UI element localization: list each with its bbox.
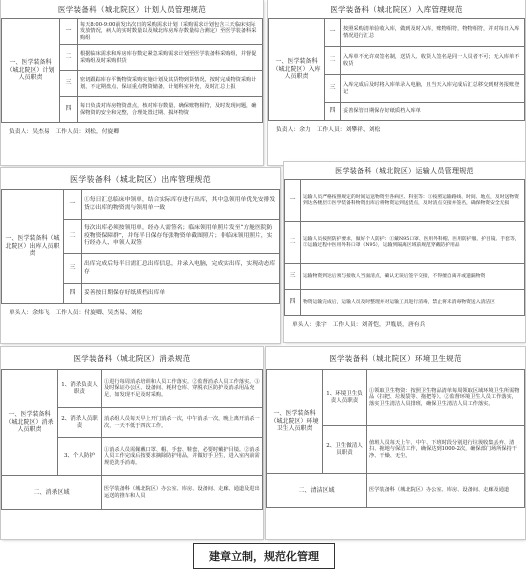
hygiene-document bbox=[266, 347, 525, 539]
outbound-signature: 单头人：余炜飞 工作人员：付旋卿、吴杰易、刘松 bbox=[9, 310, 143, 316]
row-text: ①每日汇总临床申领单，结合实际库存进行出库，其中急领用单优先安排发货②出库的物资需与领用单一致 bbox=[82, 190, 280, 220]
row-text: 消杀组人员每天早上开门消杀一次，中午消杀一次，晚上离开消杀一次，一天不低于四次工作。 bbox=[102, 408, 263, 438]
row-number: 四 bbox=[64, 284, 82, 304]
plan-doc-title: 医学装备科（城北院区）计划人员管理规范 bbox=[57, 5, 207, 14]
disinfection-area-label: 二、消杀区域 bbox=[2, 476, 102, 510]
row-text: 出库完成后每半日需汇总出库信息，并录入电脑，完成实出库，实现动态库存 bbox=[82, 254, 280, 284]
row-text: 根据临床需求和库房库存数定紧急采购需求计划至医学装备科采购组，并督促采购组及时采购供货 bbox=[78, 45, 263, 71]
row-number: 2、卫生做清人员职责 bbox=[323, 426, 367, 474]
table-row bbox=[267, 370, 525, 426]
hygiene-area-text: 医学装备科（城北院区）办公室、库房、设备间、走廊及通道 bbox=[367, 474, 525, 508]
inbound-doc-title: 医学装备科（城北院区）入库管理规范 bbox=[330, 5, 463, 14]
row-text: 每天8:00-9:00前发出次日的采购需求计划（采购需求计划包含三天临床实际发放情况，病人的实时数量以及城北库房库存数量综合测定）至医学装备科采购组 bbox=[78, 19, 263, 45]
caption-box: 建章立制，规范化管理 bbox=[193, 543, 335, 569]
row-number: 一 bbox=[60, 19, 78, 45]
hygiene-section-label: 一、医学装备科（城北院区）环境卫生人员职责 bbox=[267, 370, 323, 474]
outbound-table bbox=[1, 189, 280, 304]
hygiene-table bbox=[266, 369, 525, 508]
table-row bbox=[267, 474, 525, 508]
row-number: 二 bbox=[64, 220, 82, 254]
row-text: 值班人员每天上午、中午、下班时段分别进行垃圾收集丢弃、清扫、拖地与保洁工作，确保达到1000-2次，确保部门场所保持干净、干燥、无尘。 bbox=[367, 426, 525, 474]
row-number: 2、消杀人员职责 bbox=[58, 408, 102, 438]
table-row bbox=[285, 290, 525, 316]
inbound-table bbox=[268, 18, 525, 121]
table-row bbox=[285, 180, 525, 222]
transport-signature: 单头人：张宇 工作人员：刘菁恺，尹胤晨，唐有兵 bbox=[292, 322, 426, 328]
transport-management-document bbox=[284, 162, 525, 342]
row-text: ①消杀人员需佩戴口罩、帽、手套、鞋套，必要时戴护目镜。②消杀人员工作完成后按要求摘除防护用品，并做好手卫生，进入室内前需规范洗手消毒。 bbox=[102, 438, 263, 476]
row-number: 二 bbox=[285, 222, 301, 264]
inbound-management-document bbox=[268, 0, 525, 165]
row-number: 四 bbox=[60, 97, 78, 123]
row-number: 三 bbox=[60, 71, 78, 97]
row-text: 密切跟踪库存平衡物资采购实施计划及其货物到货情况，按时完成物资采购计划，不定期盘点，保证重点物资储备，计划科室补充，及时汇总上报 bbox=[78, 71, 263, 97]
row-number: 二 bbox=[325, 47, 341, 75]
table-row bbox=[285, 222, 525, 264]
row-text: 运输人员严格按照规定的时间运送物资至各病区、科室等：①按照运输路线、时间、地点，及时送物资到达各楼层②医学装备科物资出库后将物资运到送货点，及时清点交接并签名，确保物资安全无损 bbox=[301, 180, 525, 222]
inbound-signature: 负责人：余力 工作人员：刘攀祥、刘松 bbox=[276, 127, 381, 133]
row-number: 一 bbox=[285, 180, 301, 222]
row-text: 入库单不允许双签名制，送货人、收货人签名是同一人员者不可；无入库单不收货 bbox=[341, 47, 525, 75]
row-number: 1、消杀负责人职责 bbox=[58, 370, 102, 408]
row-text: 妥善保管日期保存好纸质档入库单 bbox=[341, 103, 525, 121]
table-row bbox=[2, 190, 280, 220]
disinfection-document bbox=[1, 347, 263, 539]
transport-table bbox=[284, 179, 525, 316]
outbound-management-document bbox=[1, 168, 280, 343]
table-row bbox=[2, 370, 263, 408]
row-text: 运输人员按照防护要求，做好个人防护：①戴N95口罩、医用外科帽、医用防护服、护目镜、手套等，②运输过程中医用外科口罩（N95），运输到隔离区域前规范穿戴防护用品 bbox=[301, 222, 525, 264]
table-row bbox=[2, 476, 263, 510]
plan-section-label: 一、医学装备科（城北院区）计划人员职责 bbox=[2, 19, 60, 123]
hygiene-doc-title: 医学装备科（城北院区）环境卫生规范 bbox=[329, 354, 462, 363]
row-number: 3、个人防护 bbox=[58, 438, 102, 476]
disinfection-doc-title: 医学装备科（城北院区）消杀规范 bbox=[73, 354, 191, 363]
row-number: 四 bbox=[325, 103, 341, 121]
plan-table bbox=[1, 18, 263, 123]
hygiene-area-label: 二、清洁区域 bbox=[267, 474, 367, 508]
row-number: 三 bbox=[325, 75, 341, 103]
transport-doc-title: 医学装备科（城北院区）运输人员管理规范 bbox=[335, 167, 474, 175]
row-text: ①进行每周消杀培训和人员工作落实。②监督消杀人员工作落实。③及时保证办公区、设备间、耗材仓库、穿脱衣区防护及消杀用品充足，如发现不足及时采购。 bbox=[102, 370, 263, 408]
inbound-section-label: 一、医学装备科（城北院区）入库人员职责 bbox=[269, 19, 325, 121]
row-text: 物资运输完成后，运输人员及时整理并对运输工具进行消毒，禁止将未消毒物资送入清洁区 bbox=[301, 290, 525, 316]
outbound-doc-title: 医学装备科（城北院区）出库管理规范 bbox=[69, 175, 212, 184]
row-number: 二 bbox=[60, 45, 78, 71]
row-text: 运输物资到达后须与接收人当面清点，确认无误后签字交接，不得擅自离开或遗漏物资 bbox=[301, 264, 525, 290]
row-number: 一 bbox=[64, 190, 82, 220]
disinfection-table bbox=[1, 369, 263, 510]
row-text: 按照采购清单验收入库，做到及时入库，账物相符，物物相符，并对每日入库情况进行汇总 bbox=[341, 19, 525, 47]
table-row bbox=[269, 19, 525, 47]
table-row bbox=[285, 264, 525, 290]
plan-signature: 负责人：吴杰易 工作人员：刘松，付旋卿 bbox=[9, 129, 120, 135]
row-text: ①领取卫生物资：按照卫生物品清单每周领取区域环境卫生所需物品（扫把、垃圾袋等、拖把等）。②监督环境卫生人员工作落实，落实卫生清洁人员排班，确保卫生清洁人员工作落实。 bbox=[367, 370, 525, 426]
table-row bbox=[2, 19, 263, 45]
row-text: 入库完成后及时将入库单录入电脑，且当天入库完成后汇总移交到财务报账登记 bbox=[341, 75, 525, 103]
row-number: 三 bbox=[285, 264, 301, 290]
row-text: 妥善按日期保存好纸质档出库单 bbox=[82, 284, 280, 304]
row-number: 一 bbox=[325, 19, 341, 47]
row-text: 每日负责对库房物资盘点，核对库存数量，确保账物相符，及时发现问题，确保物资的安全和完整，合理处置过期、损坏物资 bbox=[78, 97, 263, 123]
row-number: 三 bbox=[64, 254, 82, 284]
row-number: 四 bbox=[285, 290, 301, 316]
outbound-section-label: 一、医学装备科（城北院区）出库人员职责 bbox=[2, 190, 64, 304]
row-number: 1、环境卫生负责人员职责 bbox=[323, 370, 367, 426]
plan-management-document bbox=[1, 0, 263, 165]
row-text: 每次出库必须按领用单，经办人需签名；临床领用单照片发至“方舱医院防疫物资保障群”，并每半日保存每张物资单截图照片；非临床领用照片，实行经办人、申领人双签 bbox=[82, 220, 280, 254]
disinfection-area-text: 医学装备科（城北院区）办公室、库房、设备间、走廊、通道及进出运送的推车和人员 bbox=[102, 476, 263, 510]
disinfection-section-label: 一、医学装备科（城北院区）消杀人员职责 bbox=[2, 370, 58, 476]
